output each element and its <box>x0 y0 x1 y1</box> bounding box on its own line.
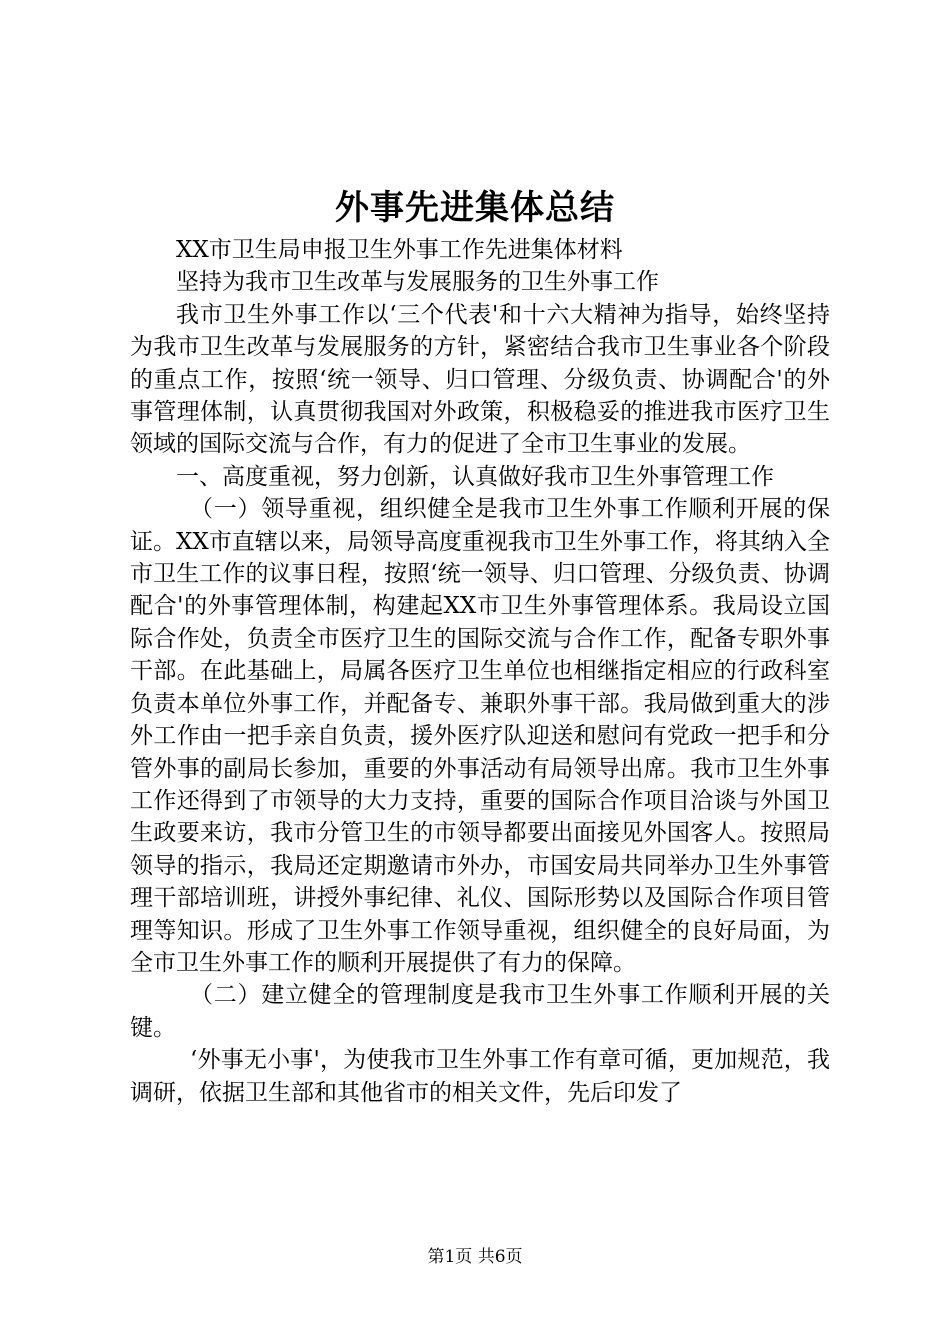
section-2-paragraph: ‘外事无小事'，为使我市卫生外事工作有章可循，更加规范，我调研，依据卫生部和其他省市的相关文件，先后印发了 <box>130 1047 830 1106</box>
heading-paragraph: 坚持为我市卫生改革与发展服务的卫生外事工作 <box>176 269 659 296</box>
section-heading: 一、高度重视，努力创新，认真做好我市卫生外事管理工作 <box>176 463 774 490</box>
intro-paragraph: 我市卫生外事工作以‘三个代表'和十六大精神为指导，始终坚持为我市卫生改革与发展服务的方针，紧密结合我市卫生事业各个阶段的重点工作，按照‘统一领导、归口管理、分级负责、协调配合'的外事管理体制，认真贯彻我国对外政策，积极稳妥的推进我市医疗卫生领域的国际交流与合作，有力的促进了全市卫生事业的发展。 <box>130 301 830 458</box>
document-title: 外事先进集体总结 <box>335 188 615 228</box>
section-1-paragraph: （一）领导重视，组织健全是我市卫生外事工作顺利开展的保证。XX市直辖以来，局领导高度重视我市卫生外事工作，将其纳入全市卫生工作的议事日程，按照‘统一领导、归口管理、分级负责、协调配合'的外事管理体制，构建起XX市卫生外事管理体系。我局设立国际合作处，负责全市医疗卫生的国际交流与合作工作，配备专职外事干部。在此基础上，局属各医疗卫生单位也相继指定相应的行政科室负责本单位外事工作，并配备专、兼职外事干部。我局做到重大的涉外工作由一把手亲自负责，援外医疗队迎送和慰问有党政一把手和分管外事的副局长参加，重要的外事活动有局领导出席。我市卫生外事工作还得到了市领导的大力支持，重要的国际合作项目洽谈与外国卫生政要来访，我市分管卫生的市领导都要出面接见外国客人。按照局领导的指示，我局还定期邀请市外办，市国安局共同举办卫生外事管理干部培训班，讲授外事纪律、礼仪、国际形势以及国际合作项目管理等知识。形成了卫生外事工作领导重视，组织健全的良好局面，为全市卫生外事工作的顺利开展提供了有力的保障。 <box>130 496 830 976</box>
document-body <box>130 234 830 1109</box>
section-2-heading: （二）建立健全的管理制度是我市卫生外事工作顺利开展的关键。 <box>130 982 830 1041</box>
subtitle-paragraph: XX市卫生局申报卫生外事工作先进集体材料 <box>176 237 623 263</box>
page-footer: 第1页 共6页 <box>427 1247 523 1267</box>
